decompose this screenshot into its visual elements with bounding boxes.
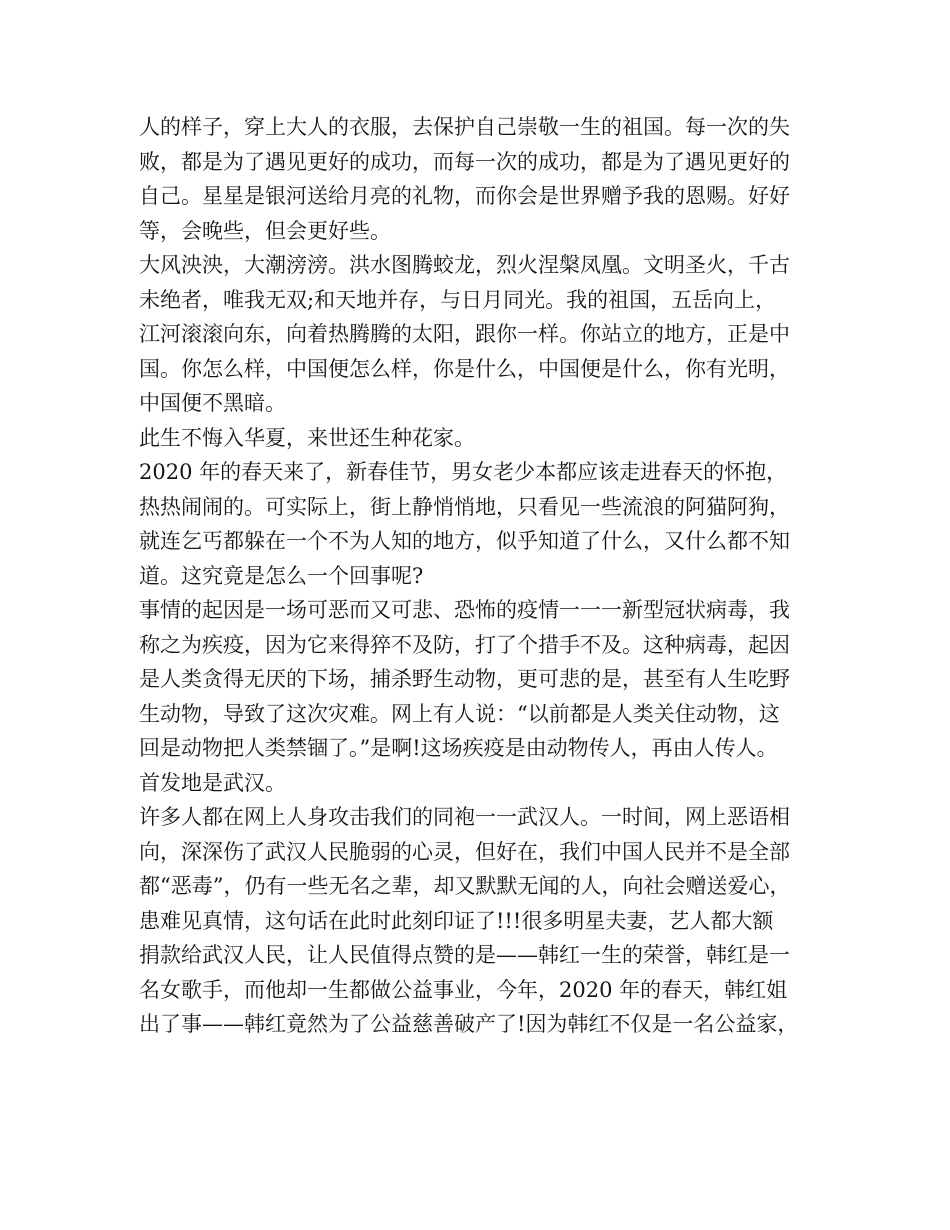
text-line: 事情的起因是一场可恶而又可悲、恐怖的疫情一一一新型冠状病毒，我	[139, 598, 790, 622]
text-line: 都“恶毒”，仍有一些无名之辈，却又默默无闻的人，向社会赠送爱心，	[139, 874, 791, 898]
text-line: 热热闹闹的。可实际上，街上静悄悄地，只看见一些流浪的阿猫阿狗，	[139, 494, 790, 519]
text-line: 等，会晚些，但会更好些。	[139, 218, 391, 243]
text-line: 名女歌手，而他却一生都做公益事业，今年，2020 年的春天，韩红姐	[139, 977, 788, 1002]
text-line: 大风泱泱，大潮滂滂。洪水图腾蛟龙，烈火涅槃凤凰。文明圣火，千古	[139, 253, 790, 277]
text-line: 江河滚滚向东，向着热腾腾的太阳，跟你一样。你站立的地方，正是中	[139, 322, 790, 346]
text-line: 自己。星星是银河送给月亮的礼物，而你会是世界赠予我的恩赐。好好	[139, 184, 790, 208]
text-line: 捐款给武汉人民，让人民值得点赞的是——韩红一生的荣誉，韩红是一	[139, 943, 790, 967]
text-line: 回是动物把人类禁锢了。”是啊!这场疾疫是由动物传人，再由人传人。	[139, 736, 778, 760]
text-line: 患难见真情，这句话在此时此刻印证了!!!很多明星夫妻，艺人都大额	[139, 908, 774, 933]
text-line: 出了事——韩红竟然为了公益慈善破产了!因为韩红不仅是一名公益家，	[139, 1012, 799, 1036]
document-body	[139, 110, 839, 1042]
text-line: 未绝者，唯我无双;和天地并存，与日月同光。我的祖国，五岳向上，	[139, 287, 777, 312]
text-line: 生动物，导致了这次灾难。网上有人说：“以前都是人类关住动物，这	[139, 701, 780, 726]
text-line: 中国便不黑暗。	[139, 391, 286, 415]
text-line: 2020 年的春天来了，新春佳节，男女老少本都应该走进春天的怀抱，	[139, 460, 788, 484]
text-line: 首发地是武汉。	[139, 770, 286, 795]
text-line: 称之为疾疫，因为它来得猝不及防，打了个措手不及。这种病毒，起因	[139, 632, 790, 657]
text-line: 是人类贪得无厌的下场，捕杀野生动物，更可悲的是，甚至有人生吃野	[139, 667, 790, 691]
text-line: 许多人都在网上人身攻击我们的同袍一一武汉人。一时间，网上恶语相	[139, 805, 790, 829]
text-line: 向，深深伤了武汉人民脆弱的心灵，但好在，我们中国人民并不是全部	[139, 839, 790, 864]
text-line: 败，都是为了遇见更好的成功，而每一次的成功，都是为了遇见更好的	[139, 149, 790, 174]
text-line: 道。这究竟是怎么一个回事呢?	[139, 563, 424, 588]
text-line: 人的样子，穿上大人的衣服，去保护自己崇敬一生的祖国。每一次的失	[139, 115, 790, 139]
text-line: 国。你怎么样，中国便怎么样，你是什么，中国便是什么，你有光明，	[139, 356, 790, 381]
text-line: 就连乞丐都躲在一个不为人知的地方，似乎知道了什么，又什么都不知	[139, 529, 790, 553]
text-line: 此生不悔入华夏，来世还生种花家。	[139, 425, 475, 450]
